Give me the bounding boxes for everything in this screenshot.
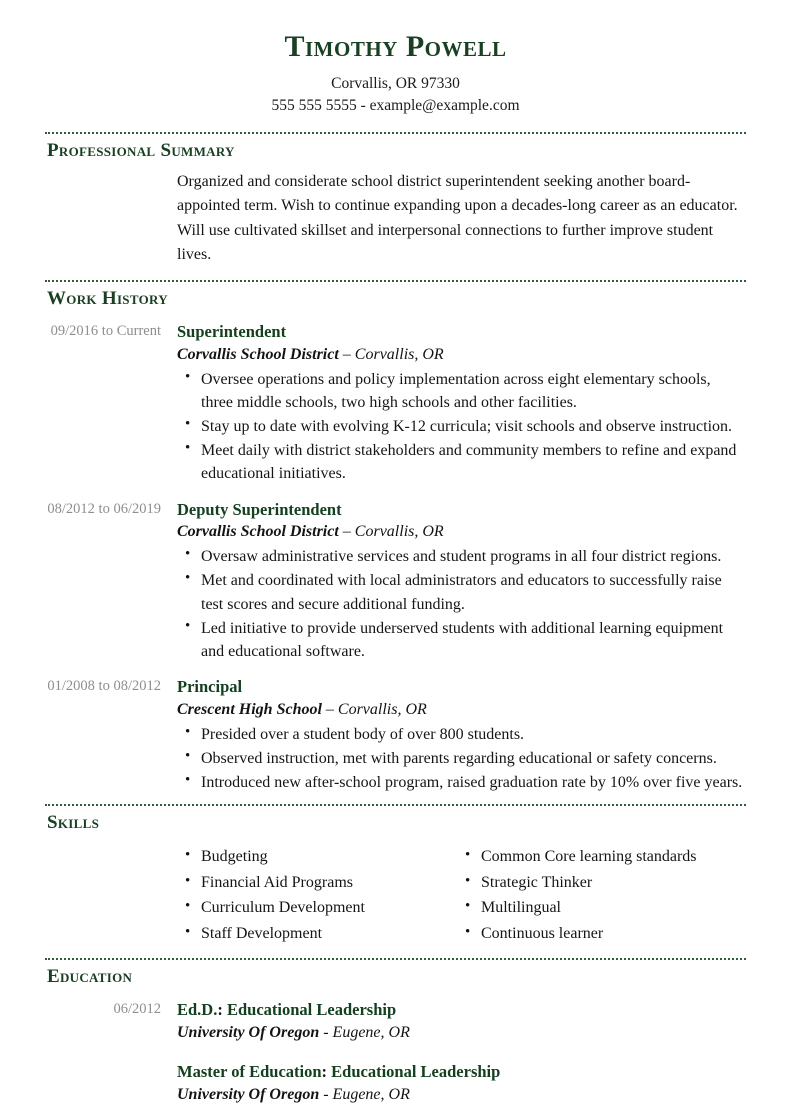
degree-separator: :: [217, 1000, 223, 1020]
skill-item: • Curriculum Development: [177, 896, 457, 920]
job-title: Superintendent: [177, 322, 287, 342]
education-school: University Of Oregon: [177, 1085, 320, 1103]
education-school-location: [177, 1022, 746, 1044]
skill-item: • Continuous learner: [457, 922, 737, 946]
education-school-location: [177, 1084, 746, 1106]
job-bullet-list: [177, 723, 746, 795]
section-skills: [45, 804, 746, 945]
skill-item: • Financial Aid Programs: [177, 871, 457, 895]
education-location: Eugene, OR: [332, 1024, 410, 1041]
job-bullet: • Stay up to date with evolving K-12 curricula; visit schools and observe instruction.: [177, 415, 746, 438]
section-divider: [45, 804, 746, 806]
job-bullet: • Presided over a student body of over 800 students.: [177, 723, 746, 746]
job-company: Corvallis School District: [177, 345, 339, 363]
job-bullet: • Observed instruction, met with parents regarding educational or safety concerns.: [177, 747, 746, 770]
degree-field: Educational Leadership: [222, 1000, 397, 1020]
degree-field: Educational Leadership: [327, 1062, 501, 1082]
education-school: University Of Oregon: [177, 1024, 320, 1041]
job-company-location: [177, 344, 746, 366]
job-company-location: [177, 521, 746, 543]
education-degree: [177, 1061, 746, 1083]
contact-phone-email: 555 555 5555 - example@example.com: [271, 97, 520, 115]
education-location: Eugene, OR: [332, 1085, 410, 1103]
education-row: [45, 999, 746, 1106]
degree-separator: :: [321, 1062, 328, 1082]
job-separator: –: [338, 523, 355, 541]
skill-item: • Staff Development: [177, 922, 457, 946]
education-list: [177, 999, 746, 1106]
job-dates: 01/2008 to 08/2012: [47, 678, 161, 695]
work-history-list: [45, 321, 746, 794]
education-dates: 06/2012: [113, 1001, 161, 1018]
skills-columns: [45, 843, 746, 945]
education-separator: -: [319, 1024, 333, 1041]
degree-name: Ed.D.: [177, 1000, 218, 1020]
job-title: Deputy Superintendent: [177, 499, 342, 519]
summary-row: [45, 170, 746, 267]
job-details: [177, 676, 746, 794]
section-divider: [45, 132, 746, 134]
job-company-location: [177, 699, 746, 721]
job-dates: 09/2016 to Current: [50, 323, 161, 340]
education-entry: [177, 999, 746, 1044]
summary-body: [177, 170, 746, 267]
contact-address: Corvallis, OR 97330: [331, 75, 460, 92]
job-separator: –: [338, 345, 355, 363]
job-bullet: • Oversaw administrative services and student programs in all four district regions.: [177, 545, 746, 568]
skill-item: • Strategic Thinker: [457, 871, 737, 895]
work-history-entry: [45, 321, 746, 485]
page-title: Timothy Powell: [284, 30, 507, 63]
section-professional-summary: [45, 132, 746, 267]
job-company: Corvallis School District: [177, 523, 339, 541]
section-education: [45, 958, 746, 1106]
skill-item: • Budgeting: [177, 845, 457, 869]
job-bullet: • Introduced new after-school program, raised graduation rate by 10% over five years.: [177, 771, 746, 794]
summary-text: Organized and considerate school district superintendent seeking another board-appointed term. Wish to continue expanding upon a decades-long career as an educator. Will use cultivated skillset and interpersonal connections to further improve student lives.: [177, 172, 738, 263]
job-details: [177, 499, 746, 663]
section-title-work-history: Work History: [47, 288, 168, 310]
skills-column-one: [177, 843, 457, 945]
resume-header: [45, 0, 746, 118]
job-bullet: • Meet daily with district stakeholders and community members to refine and expand educational initiatives.: [177, 439, 746, 485]
section-work-history: [45, 280, 746, 794]
section-title-skills: Skills: [47, 812, 100, 834]
section-title-professional-summary: Professional Summary: [47, 139, 235, 161]
job-company: Crescent High School: [177, 700, 322, 718]
work-history-entry: [45, 499, 746, 663]
job-details: [177, 321, 746, 485]
job-location: Corvallis, OR: [354, 523, 444, 541]
section-divider: [45, 280, 746, 282]
work-history-entry: [45, 676, 746, 794]
education-degree: [177, 999, 746, 1021]
job-title: Principal: [177, 677, 243, 697]
education-entry: [177, 1061, 746, 1106]
degree-name: Master of Education: [177, 1062, 322, 1082]
job-location: Corvallis, OR: [337, 700, 427, 718]
education-separator: -: [319, 1085, 333, 1103]
job-separator: –: [321, 700, 338, 718]
skills-column-two: [457, 843, 737, 945]
skill-item: • Multilingual: [457, 896, 737, 920]
job-bullet-list: [177, 368, 746, 486]
section-divider: [45, 958, 746, 960]
job-location: Corvallis, OR: [354, 345, 444, 363]
job-bullet: • Met and coordinated with local administrators and educators to successfully raise test scores and secure additional funding.: [177, 569, 746, 615]
job-bullet-list: [177, 545, 746, 663]
section-title-education: Education: [47, 966, 133, 988]
job-bullet: • Led initiative to provide underserved students with additional learning equipment and educational software.: [177, 617, 746, 663]
skill-item: • Common Core learning standards: [457, 845, 737, 869]
job-bullet: • Oversee operations and policy implementation across eight elementary schools, three middle schools, two high schools and other facilities.: [177, 368, 746, 414]
job-dates: 08/2012 to 06/2019: [47, 500, 161, 517]
